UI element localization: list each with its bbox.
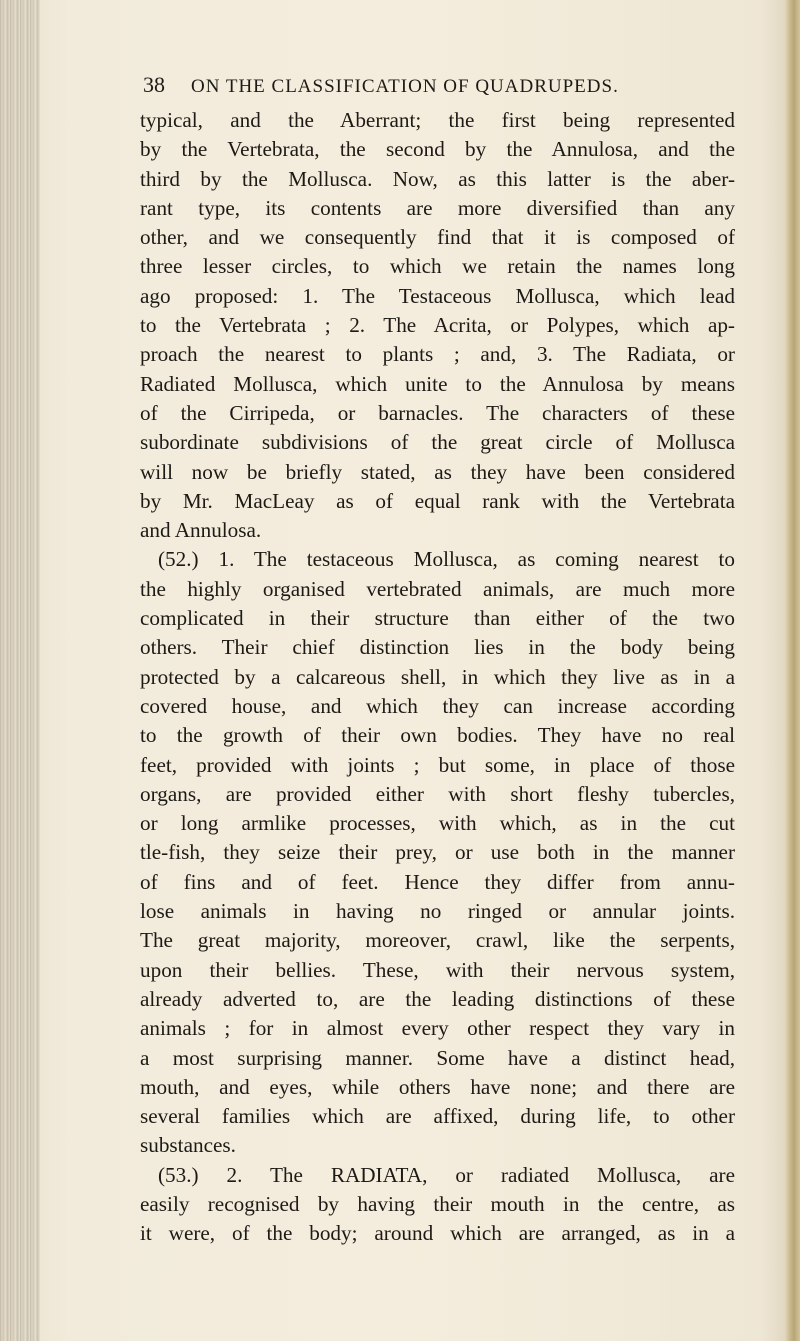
text-line: complicated in their structure than either of the two [140,606,735,631]
text-line: ago proposed: 1. The Testaceous Mollusca, which lead [140,283,735,308]
page-edge [784,0,800,1341]
text-line: mouth, and eyes, while others have none; and there are [140,1074,735,1099]
running-header [143,72,743,102]
text-line-paragraph-end: substances. [140,1133,236,1158]
text-line: it were, of the body; around which are arranged, as in a [140,1221,735,1246]
page-number: 38 [143,72,165,97]
body-text [140,106,735,1249]
text-line: the highly organised vertebrated animals, are much more [140,576,735,601]
text-line: easily recognised by having their mouth in the centre, as [140,1191,735,1216]
text-line: organs, are provided either with short fleshy tubercles, [140,781,735,806]
text-line: feet, provided with joints ; but some, in place of those [140,752,735,777]
text-line: animals ; for in almost every other respect they vary in [140,1016,735,1041]
text-line: will now be briefly stated, as they have been considered [140,459,735,484]
text-line: subordinate subdivisions of the great circle of Mollusca [140,430,735,455]
text-line: proach the nearest to plants ; and, 3. The Radiata, or [140,342,735,367]
text-line: of fins and of feet. Hence they differ from annu- [140,869,735,894]
text-line: by the Vertebrata, the second by the Annulosa, and the [140,137,735,162]
text-line: The great majority, moreover, crawl, like the serpents, [140,928,735,953]
text-line: several families which are affixed, during life, to other [140,1104,735,1129]
text-line: protected by a calcareous shell, in which they live as in a [140,664,735,689]
text-line: upon their bellies. These, with their nervous system, [140,957,735,982]
text-line: covered house, and which they can increase according [140,693,735,718]
text-line: third by the Mollusca. Now, as this latter is the aber- [140,166,735,191]
text-line: a most surprising manner. Some have a distinct head, [140,1045,735,1070]
running-title: ON THE CLASSIFICATION OF QUADRUPEDS. [191,76,619,97]
text-line: Radiated Mollusca, which unite to the Annulosa by means [140,371,735,396]
text-line: tle-fish, they seize their prey, or use both in the manner [140,840,735,865]
text-line: lose animals in having no ringed or annular joints. [140,899,735,924]
text-line: three lesser circles, to which we retain the names long [140,254,735,279]
text-line: others. Their chief distinction lies in the body being [140,635,735,660]
text-line: already adverted to, are the leading distinctions of these [140,986,735,1011]
text-line: other, and we consequently find that it is composed of [140,225,735,250]
text-line: by Mr. MacLeay as of equal rank with the Vertebrata [140,488,735,513]
text-line-paragraph-end: and Annulosa. [140,518,262,543]
text-line: or long armlike processes, with which, as in the cut [140,811,735,836]
text-line: of the Cirripeda, or barnacles. The characters of these [140,400,735,425]
text-line: rant type, its contents are more diversified than any [140,195,735,220]
text-line-paragraph-start: (53.) 2. The RADIATA, or radiated Mollusca, are [158,1162,735,1187]
text-line: to the growth of their own bodies. They have no real [140,723,735,748]
text-line-paragraph-start: (52.) 1. The testaceous Mollusca, as coming nearest to [158,547,735,572]
text-line: typical, and the Aberrant; the first being represented [140,108,735,132]
text-line: to the Vertebrata ; 2. The Acrita, or Polypes, which ap- [140,313,735,338]
book-spine-shadow [0,0,40,1341]
